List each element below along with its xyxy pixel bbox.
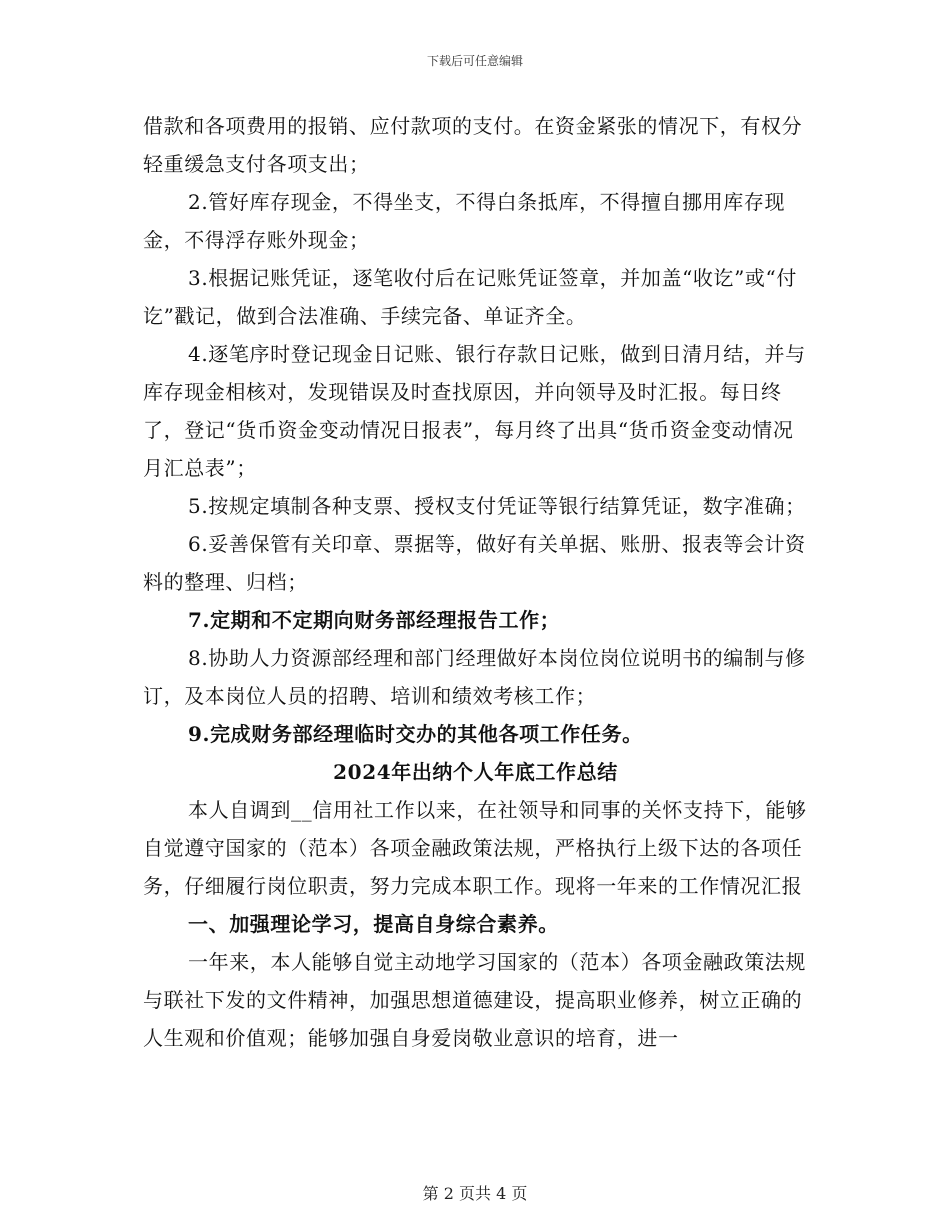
intro-paragraph: 本人自调到__信用社工作以来，在社领导和同事的关怀支持下，能够自觉遵守国家的（范本）各项金融政策法规，严格执行上级下达的各项任务，仔细履行岗位职责，努力完成本职工作。现将一年来的工作情况汇报 — [143, 798, 807, 898]
page-footer: 第 2 页共 4 页 — [422, 1184, 528, 1203]
document-body — [143, 107, 808, 1057]
section-heading: 一、加强理论学习，提高自身综合素养。 — [188, 912, 559, 936]
list-item-6: 6.妥善保管有关印章、票据等，做好有关单据、账册、报表等会计资料的整理、归档； — [143, 532, 806, 594]
section-title: 2024年出纳个人年底工作总结 — [333, 760, 618, 784]
list-item-5: 5.按规定填制各种支票、授权支付凭证等银行结算凭证，数字准确； — [188, 494, 806, 518]
list-item-4: 4.逐笔序时登记现金日记账、银行存款日记账，做到日清月结，并与库存现金相核对，发现错误及时查找原因，并向领导及时汇报。每日终了，登记“货币资金变动情况日报表”，每月终了出具“货币资金变动情况月汇总表”； — [143, 342, 806, 480]
list-item-8: 8.协助人力资源部经理和部门经理做好本岗位岗位说明书的编制与修订，及本岗位人员的招聘、培训和绩效考核工作； — [143, 646, 806, 708]
list-item-9: 9.完成财务部经理临时交办的其他各项工作任务。 — [188, 722, 643, 746]
list-item-2: 2.管好库存现金，不得坐支，不得白条抵库，不得擅自挪用库存现金，不得浮存账外现金； — [143, 190, 786, 252]
list-item-7: 7.定期和不定期向财务部经理报告工作； — [188, 608, 561, 632]
list-item-3: 3.根据记账凭证，逐笔收付后在记账凭证签章，并加盖“收讫”或“付讫”戳记，做到合法准确、手续完备、单证齐全。 — [143, 266, 797, 328]
body-paragraph: 一年来，本人能够自觉主动地学习国家的（范本）各项金融政策法规与联社下发的文件精神，加强思想道德建设，提高职业修养，树立正确的人生观和价值观；能够加强自身爱岗敬业意识的培育，进一 — [143, 950, 806, 1050]
page-header: 下载后可任意编辑 — [426, 54, 523, 68]
paragraph-continuation: 借款和各项费用的报销、应付款项的支付。在资金紧张的情况下，有权分轻重缓急支付各项支出； — [143, 114, 803, 176]
